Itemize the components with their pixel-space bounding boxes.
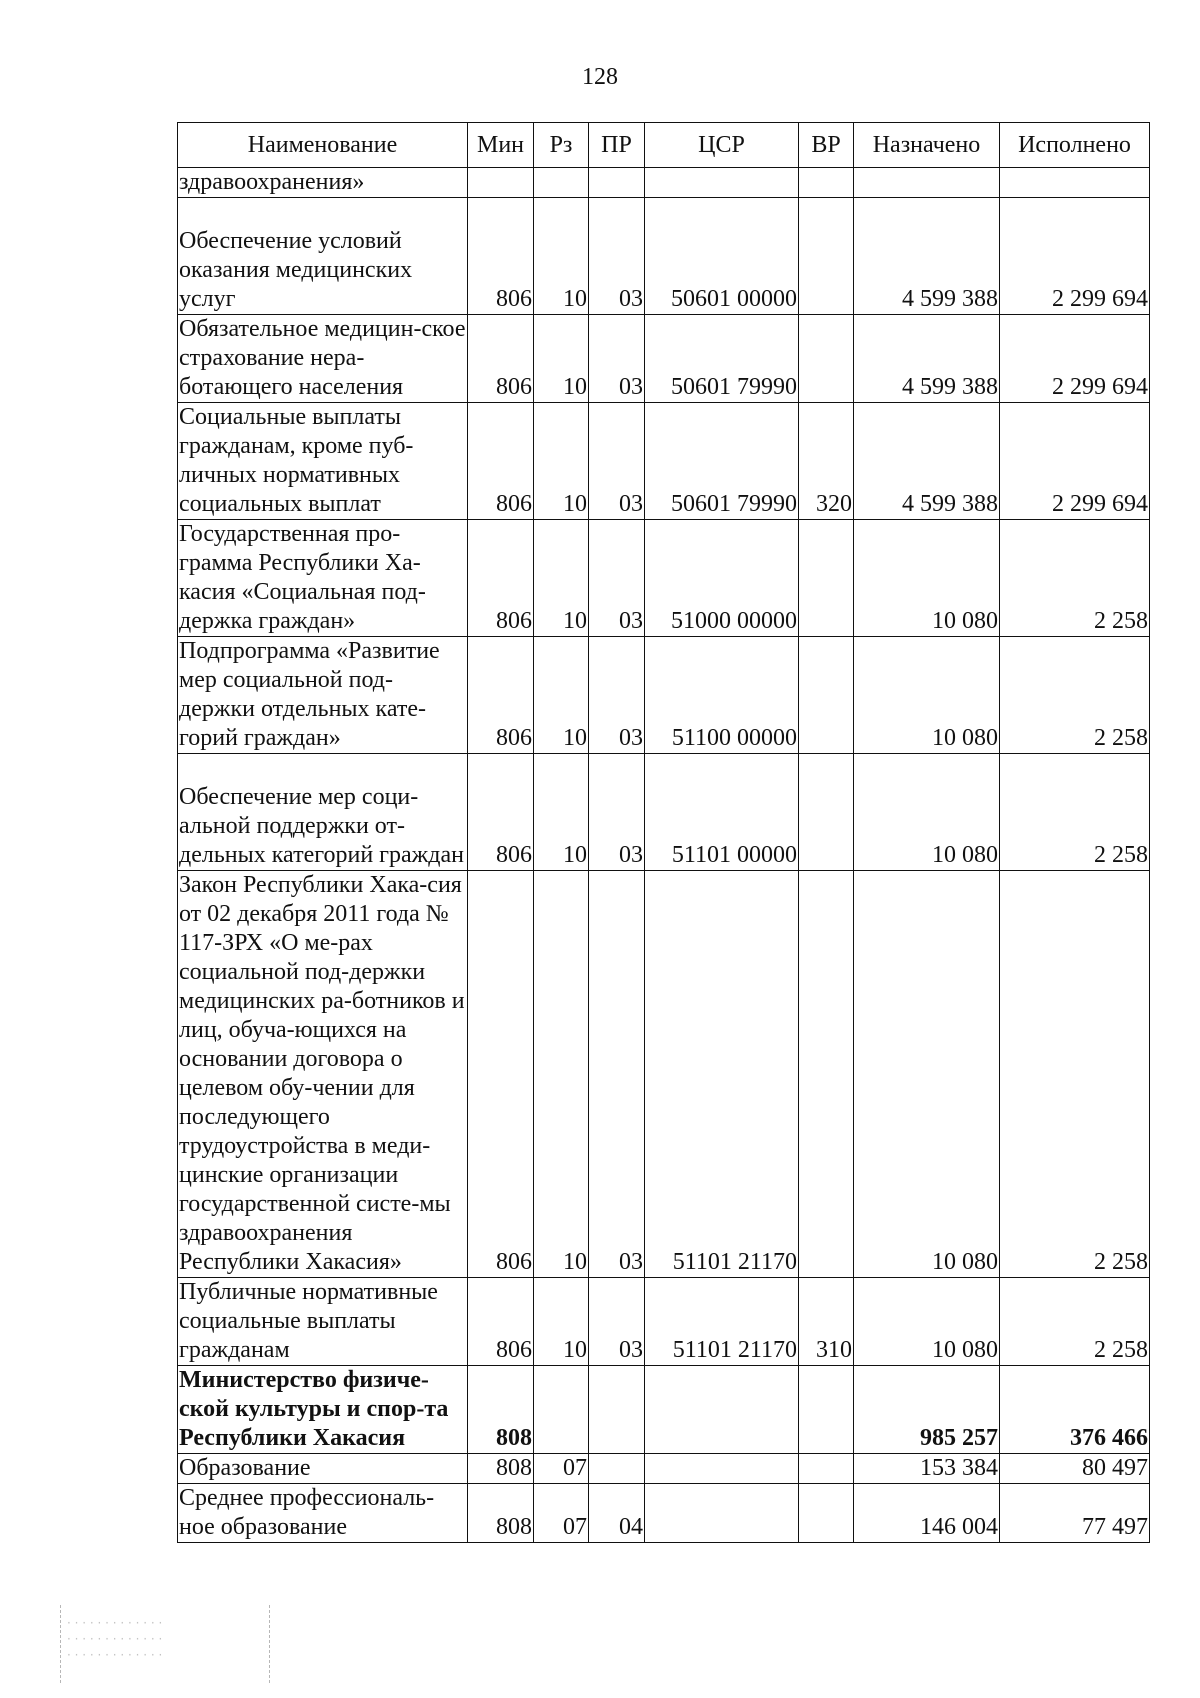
- cell-executed: 2 258: [1000, 1278, 1150, 1366]
- cell-min: 806: [468, 637, 534, 754]
- cell-assigned: 10 080: [854, 754, 1000, 871]
- cell-csr: [645, 1454, 799, 1484]
- cell-csr: 50601 79990: [645, 315, 799, 403]
- budget-table: [177, 122, 1150, 1543]
- cell-rz: 10: [534, 871, 589, 1278]
- cell-executed: 2 299 694: [1000, 315, 1150, 403]
- cell-assigned: 985 257: [854, 1366, 1000, 1454]
- header-pr: ПР: [589, 123, 645, 168]
- cell-csr: [645, 1366, 799, 1454]
- cell-rz: 10: [534, 403, 589, 520]
- cell-min: 806: [468, 520, 534, 637]
- cell-csr: 51101 21170: [645, 871, 799, 1278]
- table-row: [178, 1454, 1150, 1484]
- stamp-line-1: · · · · · · · · · · · · ·: [67, 1616, 163, 1630]
- header-assigned: Назначено: [854, 123, 1000, 168]
- cell-vr: [799, 520, 854, 637]
- cell-vr: [799, 168, 854, 198]
- cell-assigned: 4 599 388: [854, 403, 1000, 520]
- stamp-line-3: · · · · · · · · · · · · ·: [67, 1648, 163, 1662]
- cell-name: Обеспечение условий оказания медицинских услуг: [178, 198, 468, 315]
- header-name: Наименование: [178, 123, 468, 168]
- cell-vr: 320: [799, 403, 854, 520]
- cell-pr: 03: [589, 871, 645, 1278]
- cell-name: Подпрограмма «Развитие мер социальной под-держки отдельных кате-горий граждан»: [178, 637, 468, 754]
- cell-name: Министерство физиче-ской культуры и спор-та Республики Хакасия: [178, 1366, 468, 1454]
- cell-vr: [799, 754, 854, 871]
- cell-min: 806: [468, 198, 534, 315]
- cell-assigned: 10 080: [854, 637, 1000, 754]
- cell-rz: [534, 1366, 589, 1454]
- cell-pr: 03: [589, 754, 645, 871]
- cell-min: [468, 168, 534, 198]
- cell-pr: [589, 1454, 645, 1484]
- cell-csr: 50601 79990: [645, 403, 799, 520]
- cell-csr: 50601 00000: [645, 198, 799, 315]
- cell-min: 806: [468, 754, 534, 871]
- stamp-line-2: · · · · · · · · · · · · ·: [67, 1632, 163, 1646]
- cell-assigned: 10 080: [854, 1278, 1000, 1366]
- cell-executed: 376 466: [1000, 1366, 1150, 1454]
- page-number: 128: [582, 64, 618, 90]
- cell-min: 808: [468, 1366, 534, 1454]
- cell-rz: 10: [534, 315, 589, 403]
- header-min: Мин: [468, 123, 534, 168]
- cell-name: Обязательное медицин-ское страхование нера-ботающего населения: [178, 315, 468, 403]
- cell-name: Обеспечение мер соци-альной поддержки от-дельных категорий граждан: [178, 754, 468, 871]
- cell-rz: 07: [534, 1484, 589, 1543]
- table-header-row: [178, 123, 1150, 168]
- table-row: [178, 871, 1150, 1278]
- table-row: [178, 315, 1150, 403]
- cell-vr: [799, 1484, 854, 1543]
- cell-name: Закон Республики Хака-сия от 02 декабря 2011 года № 117-ЗРХ «О ме-рах социальной под-держки медицинских ра-ботников и лиц, обуча-ющихся на основании договора о целевом обу-чении для последующего трудоустройства в меди-цинские организации государственной систе-мы здравоохранения Республики Хакасия»: [178, 871, 468, 1278]
- header-rz: Рз: [534, 123, 589, 168]
- cell-name: Среднее профессиональ-ное образование: [178, 1484, 468, 1543]
- cell-pr: [589, 1366, 645, 1454]
- cell-assigned: 4 599 388: [854, 198, 1000, 315]
- cell-vr: [799, 871, 854, 1278]
- cell-vr: [799, 315, 854, 403]
- cell-pr: 04: [589, 1484, 645, 1543]
- cell-min: 806: [468, 315, 534, 403]
- cell-min: 806: [468, 871, 534, 1278]
- cell-name: Образование: [178, 1454, 468, 1484]
- cell-min: 808: [468, 1454, 534, 1484]
- cell-pr: [589, 168, 645, 198]
- cell-pr: 03: [589, 520, 645, 637]
- cell-vr: [799, 1366, 854, 1454]
- cell-min: 806: [468, 1278, 534, 1366]
- cell-vr: 310: [799, 1278, 854, 1366]
- cell-executed: 2 258: [1000, 520, 1150, 637]
- header-csr: ЦСР: [645, 123, 799, 168]
- cell-csr: [645, 168, 799, 198]
- cell-assigned: 146 004: [854, 1484, 1000, 1543]
- cell-csr: 51101 21170: [645, 1278, 799, 1366]
- cell-csr: 51000 00000: [645, 520, 799, 637]
- cell-executed: 77 497: [1000, 1484, 1150, 1543]
- cell-pr: 03: [589, 315, 645, 403]
- cell-rz: 10: [534, 1278, 589, 1366]
- cell-executed: 2 258: [1000, 871, 1150, 1278]
- header-executed: Исполнено: [1000, 123, 1150, 168]
- table-row: [178, 1484, 1150, 1543]
- table-row: [178, 1366, 1150, 1454]
- cell-name: здравоохранения»: [178, 168, 468, 198]
- cell-rz: 07: [534, 1454, 589, 1484]
- cell-assigned: 4 599 388: [854, 315, 1000, 403]
- cell-name: Государственная про-грамма Республики Ха-касия «Социальная под-держка граждан»: [178, 520, 468, 637]
- cell-csr: [645, 1484, 799, 1543]
- cell-assigned: 153 384: [854, 1454, 1000, 1484]
- cell-vr: [799, 637, 854, 754]
- cell-pr: 03: [589, 1278, 645, 1366]
- cell-min: 808: [468, 1484, 534, 1543]
- table-row: [178, 198, 1150, 315]
- cell-executed: [1000, 168, 1150, 198]
- cell-pr: 03: [589, 403, 645, 520]
- cell-rz: [534, 168, 589, 198]
- table-row: [178, 754, 1150, 871]
- cell-pr: 03: [589, 637, 645, 754]
- cell-rz: 10: [534, 520, 589, 637]
- faint-stamp: [60, 1605, 270, 1683]
- table-row: [178, 1278, 1150, 1366]
- cell-rz: 10: [534, 637, 589, 754]
- table-row: [178, 520, 1150, 637]
- cell-name: Социальные выплаты гражданам, кроме пуб-личных нормативных социальных выплат: [178, 403, 468, 520]
- cell-name: Публичные нормативные социальные выплаты гражданам: [178, 1278, 468, 1366]
- cell-csr: 51100 00000: [645, 637, 799, 754]
- cell-rz: 10: [534, 198, 589, 315]
- cell-executed: 2 258: [1000, 754, 1150, 871]
- table-row: [178, 168, 1150, 198]
- cell-assigned: 10 080: [854, 871, 1000, 1278]
- cell-executed: 80 497: [1000, 1454, 1150, 1484]
- cell-executed: 2 299 694: [1000, 198, 1150, 315]
- cell-min: 806: [468, 403, 534, 520]
- cell-executed: 2 258: [1000, 637, 1150, 754]
- cell-pr: 03: [589, 198, 645, 315]
- cell-assigned: 10 080: [854, 520, 1000, 637]
- cell-vr: [799, 198, 854, 315]
- header-vr: ВР: [799, 123, 854, 168]
- cell-csr: 51101 00000: [645, 754, 799, 871]
- cell-assigned: [854, 168, 1000, 198]
- cell-executed: 2 299 694: [1000, 403, 1150, 520]
- cell-vr: [799, 1454, 854, 1484]
- cell-rz: 10: [534, 754, 589, 871]
- table-row: [178, 403, 1150, 520]
- table-row: [178, 637, 1150, 754]
